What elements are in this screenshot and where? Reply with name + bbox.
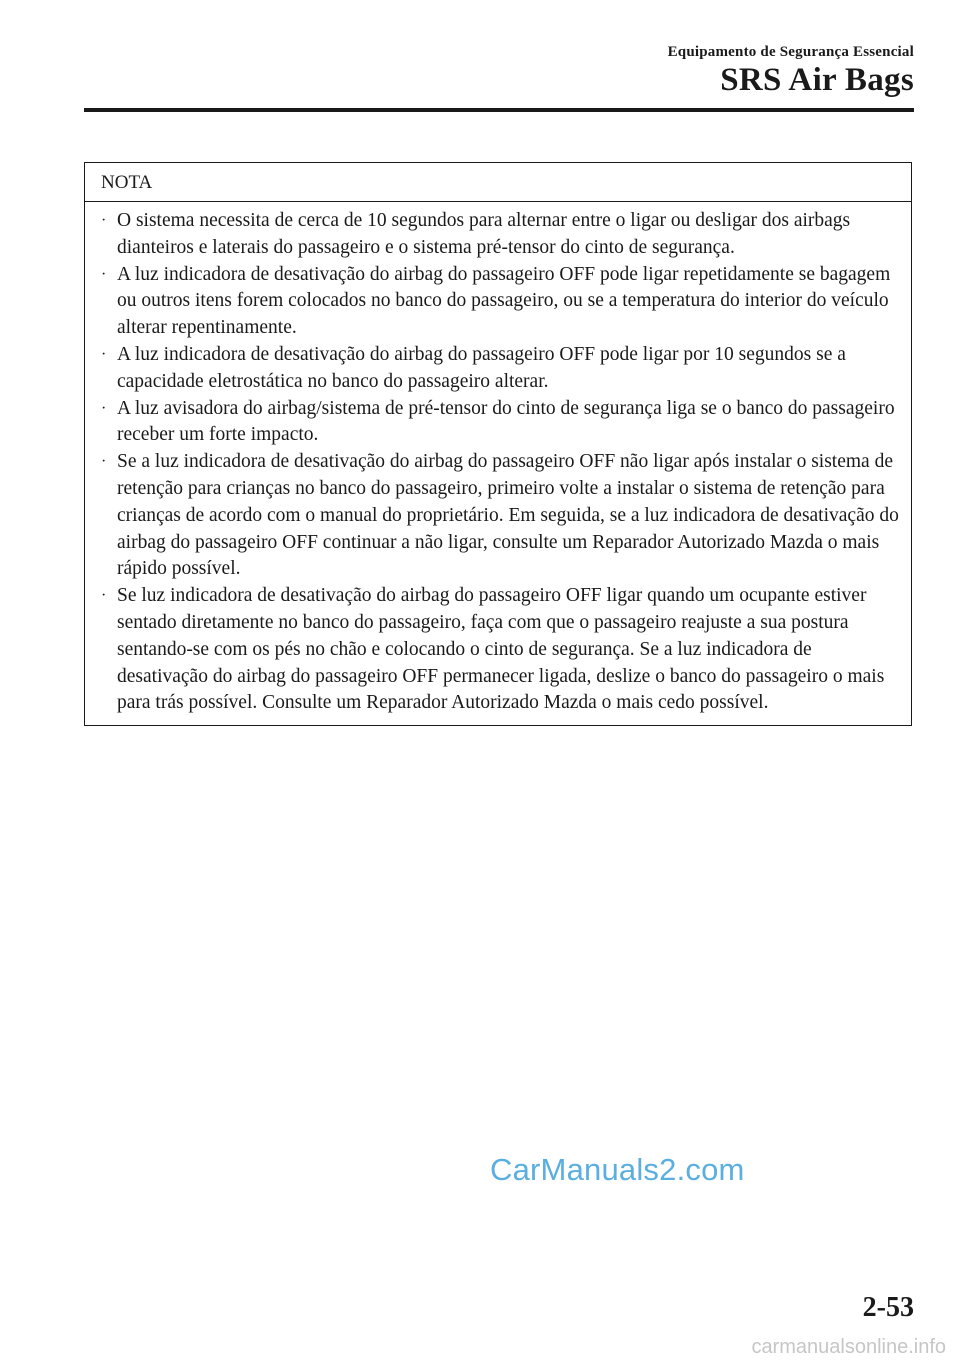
watermark-logo: CarManuals2.com [490, 1152, 745, 1187]
note-item-text: Se luz indicadora de desativação do airbag do passageiro OFF ligar quando um ocupante estiver sentado diretamente no banco do passageiro, faça com que o passageiro reajuste a sua postura sentando-se com os pés no chão e colocando o cinto de segurança. Se a luz indicadora de desativação do airbag do passageiro OFF permanecer ligada, deslize o banco do passageiro o mais para trás possível. Consulte um Reparador Autorizado Mazda o mais cedo possível. [117, 585, 885, 714]
note-item-text: O sistema necessita de cerca de 10 segundos para alternar entre o ligar ou desligar dos airbags dianteiros e laterais do passageiro e o sistema pré-tensor do cinto de segurança. [117, 210, 851, 258]
header-section-label: Equipamento de Segurança Essencial [667, 44, 914, 60]
note-item-text: A luz avisadora do airbag/sistema de pré-tensor do cinto de segurança liga se o banco do passageiro receber um forte impacto. [117, 397, 895, 446]
note-title: NOTA [85, 163, 911, 202]
note-item [101, 583, 899, 717]
footer-url: carmanualsonline.info [751, 1336, 946, 1358]
bullet-icon: · [101, 212, 107, 229]
note-item [101, 449, 899, 583]
note-item-text: Se a luz indicadora de desativação do airbag do passageiro OFF não ligar após instalar o sistema de retenção para crianças no banco do passageiro, primeiro volte a instalar o sistema de retenção para crianças de acordo com o manual do proprietário. Em seguida, se a luz indicadora de desativação do airbag do passageiro OFF continuar a não ligar, consulte um Reparador Autorizado Mazda o mais rápido possível. [117, 451, 899, 580]
note-item [101, 342, 899, 396]
note-item [101, 208, 899, 262]
note-box [84, 162, 912, 726]
note-item [101, 396, 899, 450]
note-item-text: A luz indicadora de desativação do airbag do passageiro OFF pode ligar por 10 segundos se a capacidade eletrostática no banco do passageiro alterar. [117, 343, 846, 392]
bullet-icon: · [101, 265, 107, 283]
note-item-text: A luz indicadora de desativação do airbag do passageiro OFF pode ligar repetidamente se bagagem ou outros itens forem colocados no banco do passageiro, ou se a temperatura do interior do veículo alterar repentinamente. [117, 263, 891, 339]
header-divider [84, 108, 914, 112]
bullet-icon: · [101, 453, 107, 471]
note-list [85, 202, 911, 725]
page-number: 2-53 [862, 1292, 914, 1323]
page-title: SRS Air Bags [720, 62, 914, 98]
bullet-icon: · [101, 587, 107, 605]
bullet-icon: · [101, 345, 107, 363]
note-item [101, 262, 899, 342]
bullet-icon: · [101, 399, 107, 417]
